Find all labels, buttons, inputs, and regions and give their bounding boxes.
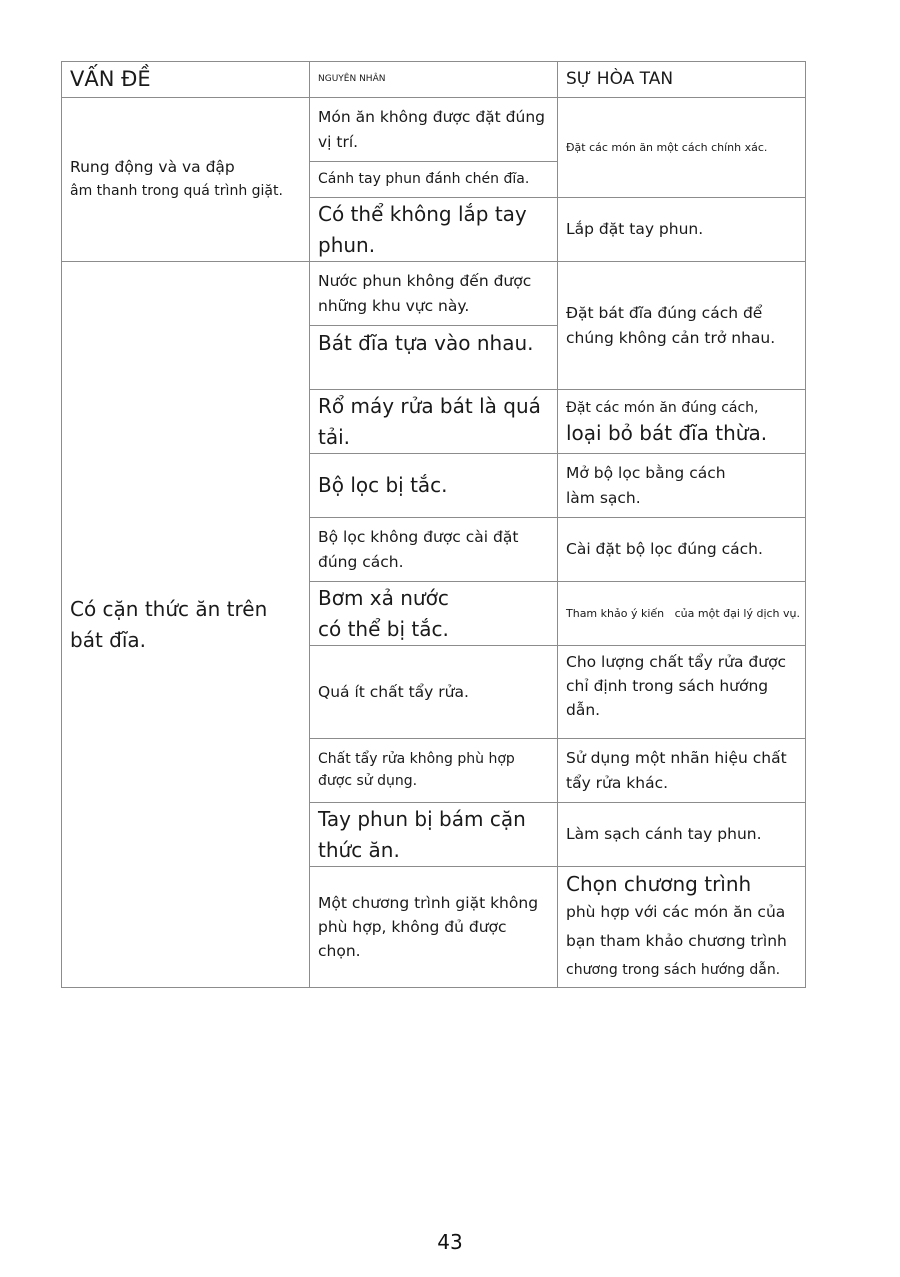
solution-text: làm sạch. — [566, 488, 641, 507]
solution-text: chương trong sách hướng dẫn. — [566, 961, 781, 978]
solution-cell: Đặt bát đĩa đúng cách để chúng không cản trở nhau. — [558, 262, 806, 390]
cause-cell: Nước phun không đến được những khu vực này. — [310, 262, 558, 326]
cause-cell: Quá ít chất tẩy rửa. — [310, 646, 558, 739]
cause-cell: Rổ máy rửa bát là quá tải. — [310, 390, 558, 454]
table-row — [62, 262, 806, 326]
header-solution: SỰ HÒA TAN — [558, 62, 806, 98]
solution-cell: Sử dụng một nhãn hiệu chất tẩy rửa khác. — [558, 739, 806, 803]
cause-cell: Món ăn không được đặt đúng vị trí. — [310, 98, 558, 162]
solution-text: Mở bộ lọc bằng cách — [566, 464, 726, 483]
solution-cell — [558, 390, 806, 454]
cause-text: có thể bị tắc. — [318, 616, 449, 641]
cause-cell: Bộ lọc không được cài đặt đúng cách. — [310, 518, 558, 582]
solution-text: phù hợp với các món ăn của bạn tham khảo chương trình — [566, 903, 787, 950]
cause-cell: Chất tẩy rửa không phù hợp được sử dụng. — [310, 739, 558, 803]
solution-text: Đặt các món ăn đúng cách, — [566, 400, 759, 417]
solution-cell: Lắp đặt tay phun. — [558, 198, 806, 262]
header-cause: NGUYÊN NHÂN — [310, 62, 558, 98]
page-number: 43 — [437, 1230, 463, 1254]
cause-text: Bơm xả nước — [318, 585, 449, 610]
cause-cell: Bát đĩa tựa vào nhau. — [310, 326, 558, 390]
solution-text: Chọn chương trình — [566, 872, 752, 897]
cause-cell: Cánh tay phun đánh chén đĩa. — [310, 162, 558, 198]
header-problem: VẤN ĐỀ — [62, 62, 310, 98]
solution-cell: Làm sạch cánh tay phun. — [558, 803, 806, 867]
cause-cell: Có thể không lắp tay phun. — [310, 198, 558, 262]
troubleshooting-table — [61, 61, 806, 988]
solution-cell — [558, 454, 806, 518]
cause-cell: Bộ lọc bị tắc. — [310, 454, 558, 518]
header-row — [62, 62, 806, 98]
problem-cell — [62, 98, 310, 262]
problem-cell: Có cặn thức ăn trên bát đĩa. — [62, 262, 310, 988]
solution-text: loại bỏ bát đĩa thừa. — [566, 420, 768, 445]
cause-cell: Tay phun bị bám cặn thức ăn. — [310, 803, 558, 867]
problem-text: Rung động và va đập — [70, 157, 235, 176]
cause-cell — [310, 582, 558, 646]
solution-cell: Tham khảo ý kiến của một đại lý dịch vụ. — [558, 582, 806, 646]
solution-cell: Đặt các món ăn một cách chính xác. — [558, 98, 806, 198]
solution-cell: Cho lượng chất tẩy rửa được chỉ định trong sách hướng dẫn. — [558, 646, 806, 739]
problem-text: âm thanh trong quá trình giặt. — [70, 183, 283, 200]
cause-cell: Một chương trình giặt không phù hợp, không đủ được chọn. — [310, 867, 558, 988]
solution-cell: Cài đặt bộ lọc đúng cách. — [558, 518, 806, 582]
table-row — [62, 98, 806, 162]
solution-cell — [558, 867, 806, 988]
